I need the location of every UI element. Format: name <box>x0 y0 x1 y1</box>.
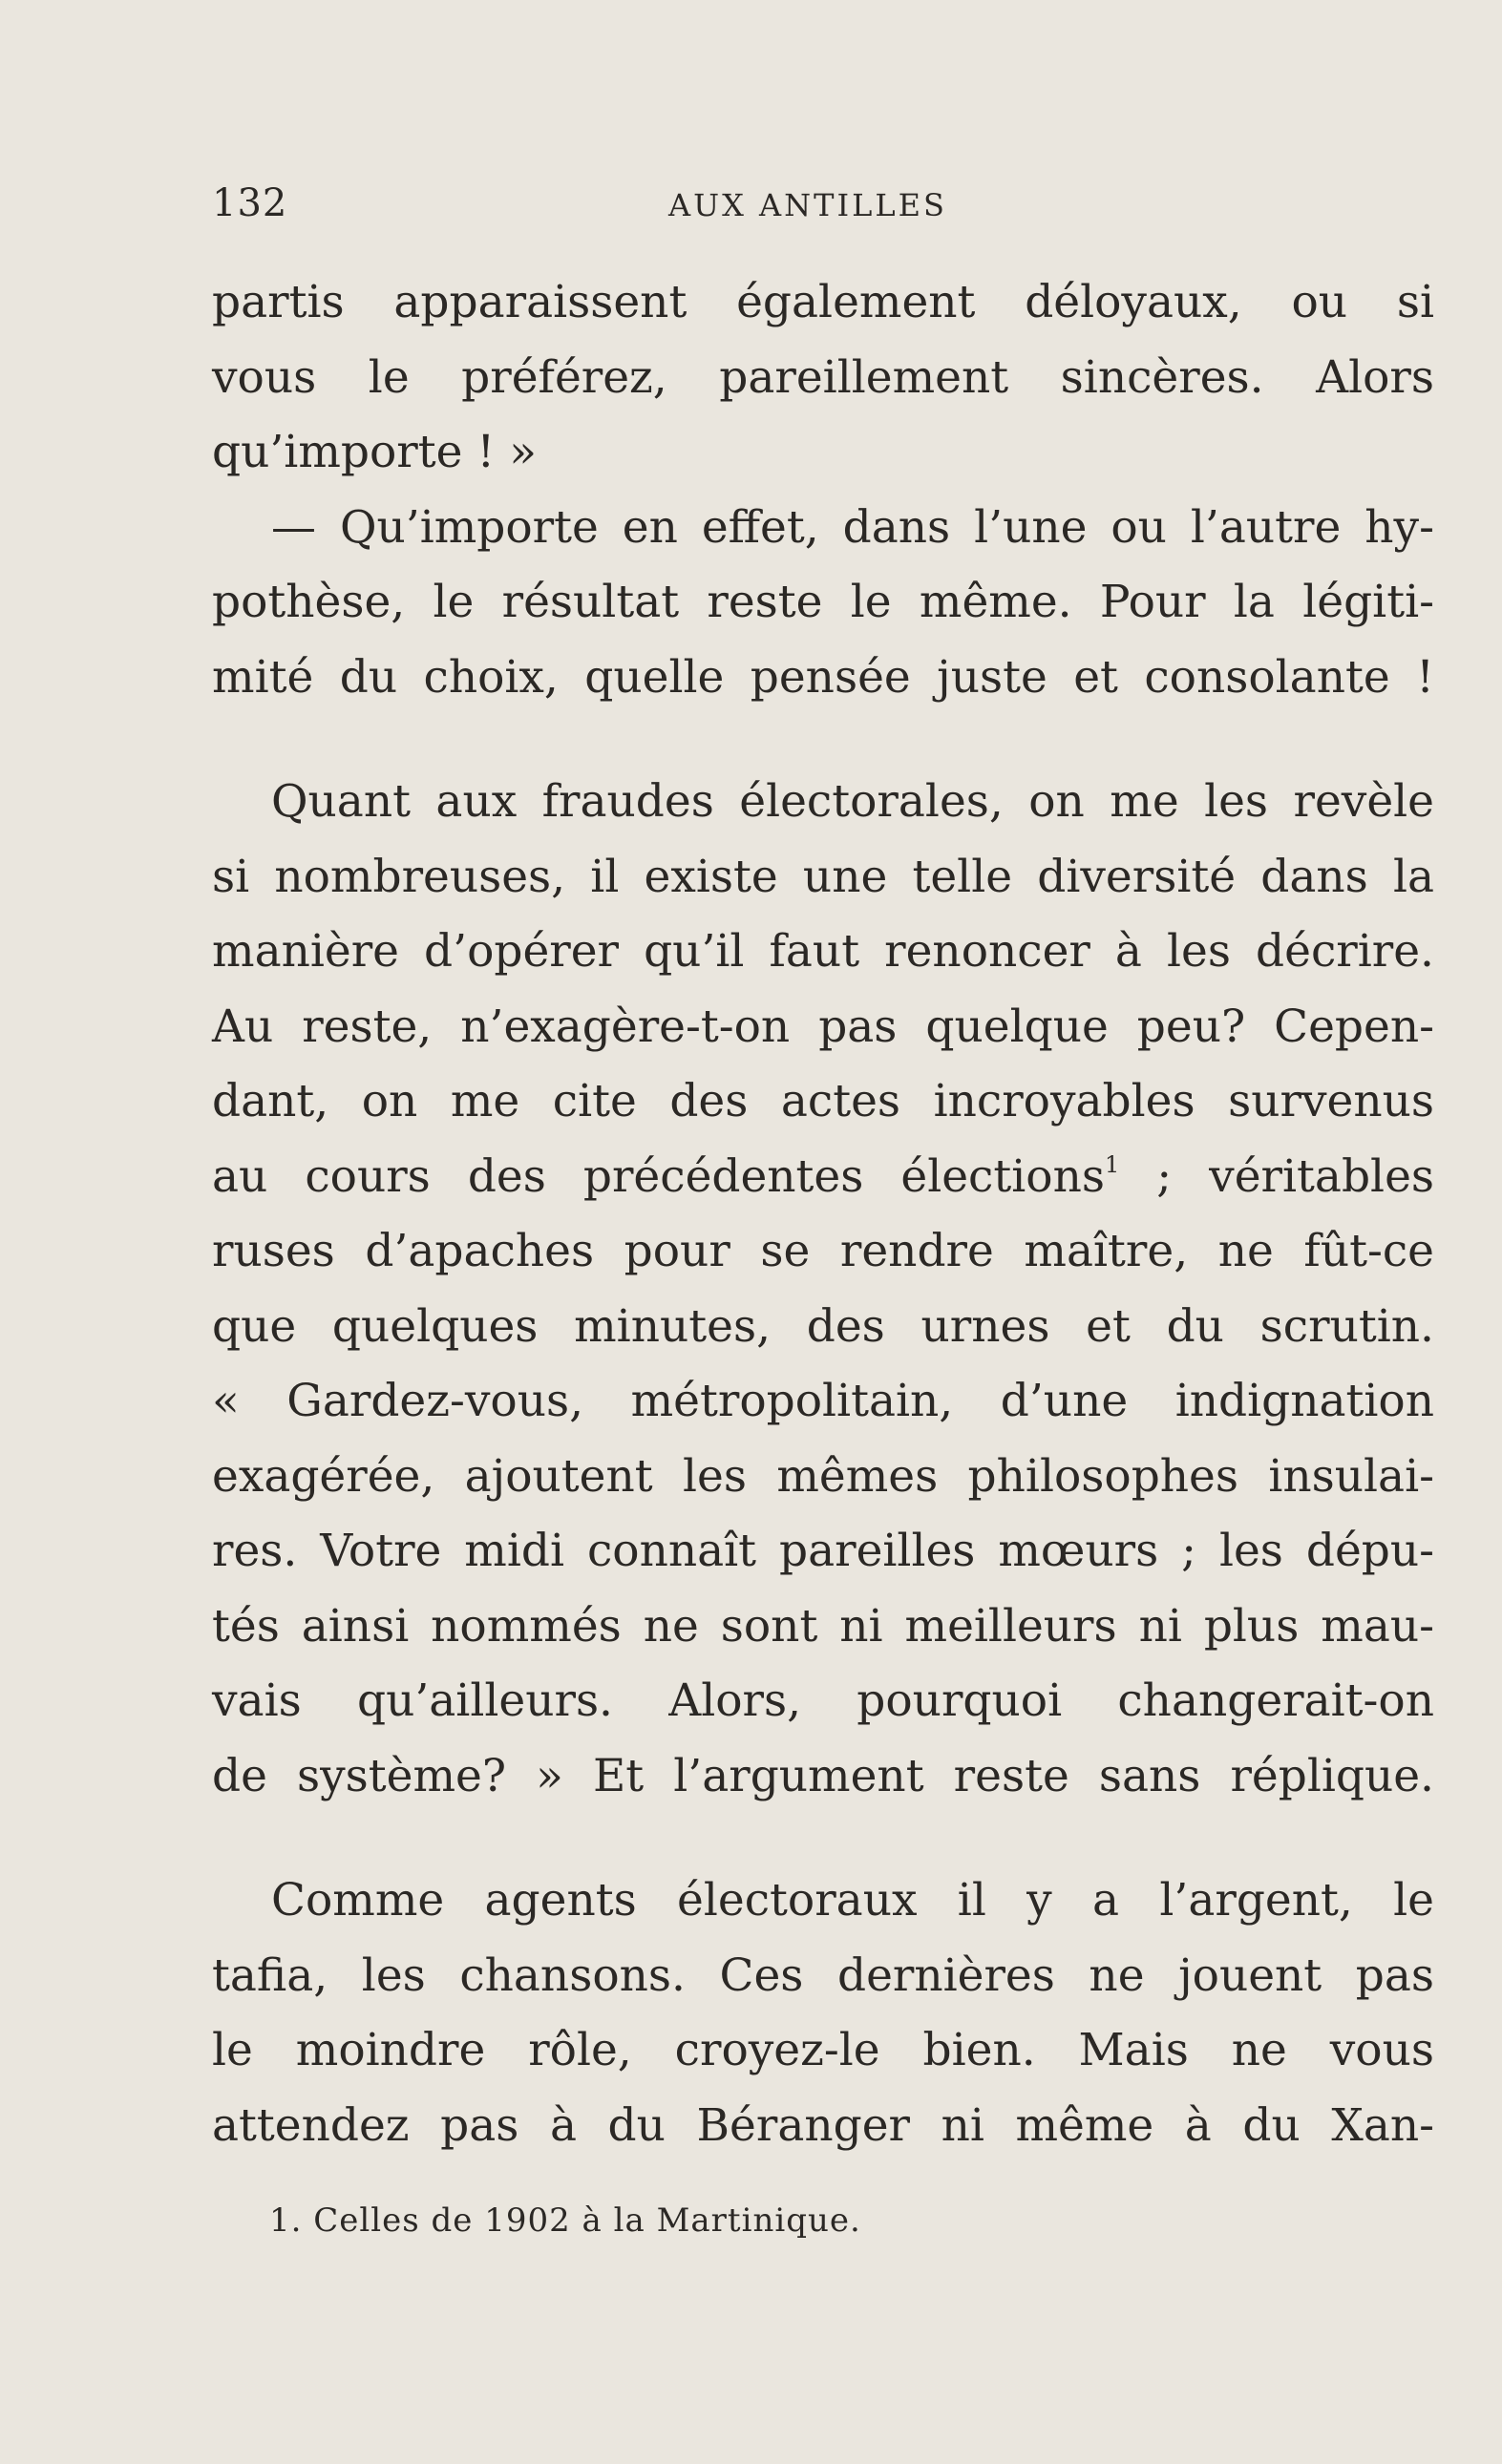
text-line: mité du choix, quelle pensée juste et consolante ! <box>212 650 1434 704</box>
text-line: tés ainsi nommés ne sont ni meilleurs ni plus mau- <box>212 1599 1434 1653</box>
running-title: AUX ANTILLES <box>668 187 947 223</box>
text-line: — Qu’importe en effet, dans l’une ou l’autre hy- <box>271 500 1434 554</box>
body-text <box>212 265 1434 2163</box>
page-number: 132 <box>212 181 288 225</box>
paragraph-gap <box>212 715 1434 765</box>
text-line: manière d’opérer qu’il faut renoncer à les décrire. <box>212 925 1434 978</box>
text-line: vais qu’ailleurs. Alors, pourquoi changerait-on <box>212 1674 1434 1727</box>
text-line: Quant aux fraudes électorales, on me les revèle <box>271 775 1434 828</box>
text-line: de système? » Et l’argument reste sans réplique. <box>212 1749 1434 1802</box>
text-line: ruses d’apaches pour se rendre maître, ne fût-ce <box>212 1225 1434 1277</box>
text-line: que quelques minutes, des urnes et du scrutin. <box>212 1299 1434 1353</box>
text-line: pothèse, le résultat reste le même. Pour la légiti- <box>212 576 1434 628</box>
text-line: res. Votre midi connaît pareilles mœurs ; les dépu- <box>212 1525 1434 1577</box>
footnote-reference: 1 <box>1105 1150 1120 1178</box>
text-segment: au cours des précédentes élections <box>212 1149 1105 1203</box>
text-line: attendez pas à du Béranger ni même à du Xan- <box>212 2098 1434 2152</box>
text-line: tafia, les chansons. Ces dernières ne jouent pas <box>212 1948 1434 2002</box>
text-segment: ; véritables <box>1119 1149 1434 1203</box>
text-line: exagérée, ajoutent les mêmes philosophes insulai- <box>212 1449 1434 1503</box>
text-line-with-footnote <box>212 1140 1434 1215</box>
text-line: partis apparaissent également déloyaux, ou si <box>212 276 1434 328</box>
text-line: « Gardez-vous, métropolitain, d’une indignation <box>212 1375 1434 1427</box>
text-line: vous le préférez, pareillement sincères. Alors <box>212 350 1434 404</box>
text-line: qu’importe ! » <box>212 426 537 478</box>
text-line: si nombreuses, il existe une telle diversité dans la <box>212 850 1434 903</box>
page-header <box>212 181 1434 229</box>
paragraph-gap <box>212 1814 1434 1864</box>
text-line: Comme agents électoraux il y a l’argent, le <box>271 1874 1434 1927</box>
text-line: le moindre rôle, croyez-le bien. Mais ne vous <box>212 2024 1434 2076</box>
text-line: Au reste, n’exagère-t-on pas quelque peu? Cepen- <box>212 1000 1434 1053</box>
footnote: 1. Celles de 1902 à la Martinique. <box>269 2201 861 2240</box>
text-line: dant, on me cite des actes incroyables survenus <box>212 1075 1434 1127</box>
